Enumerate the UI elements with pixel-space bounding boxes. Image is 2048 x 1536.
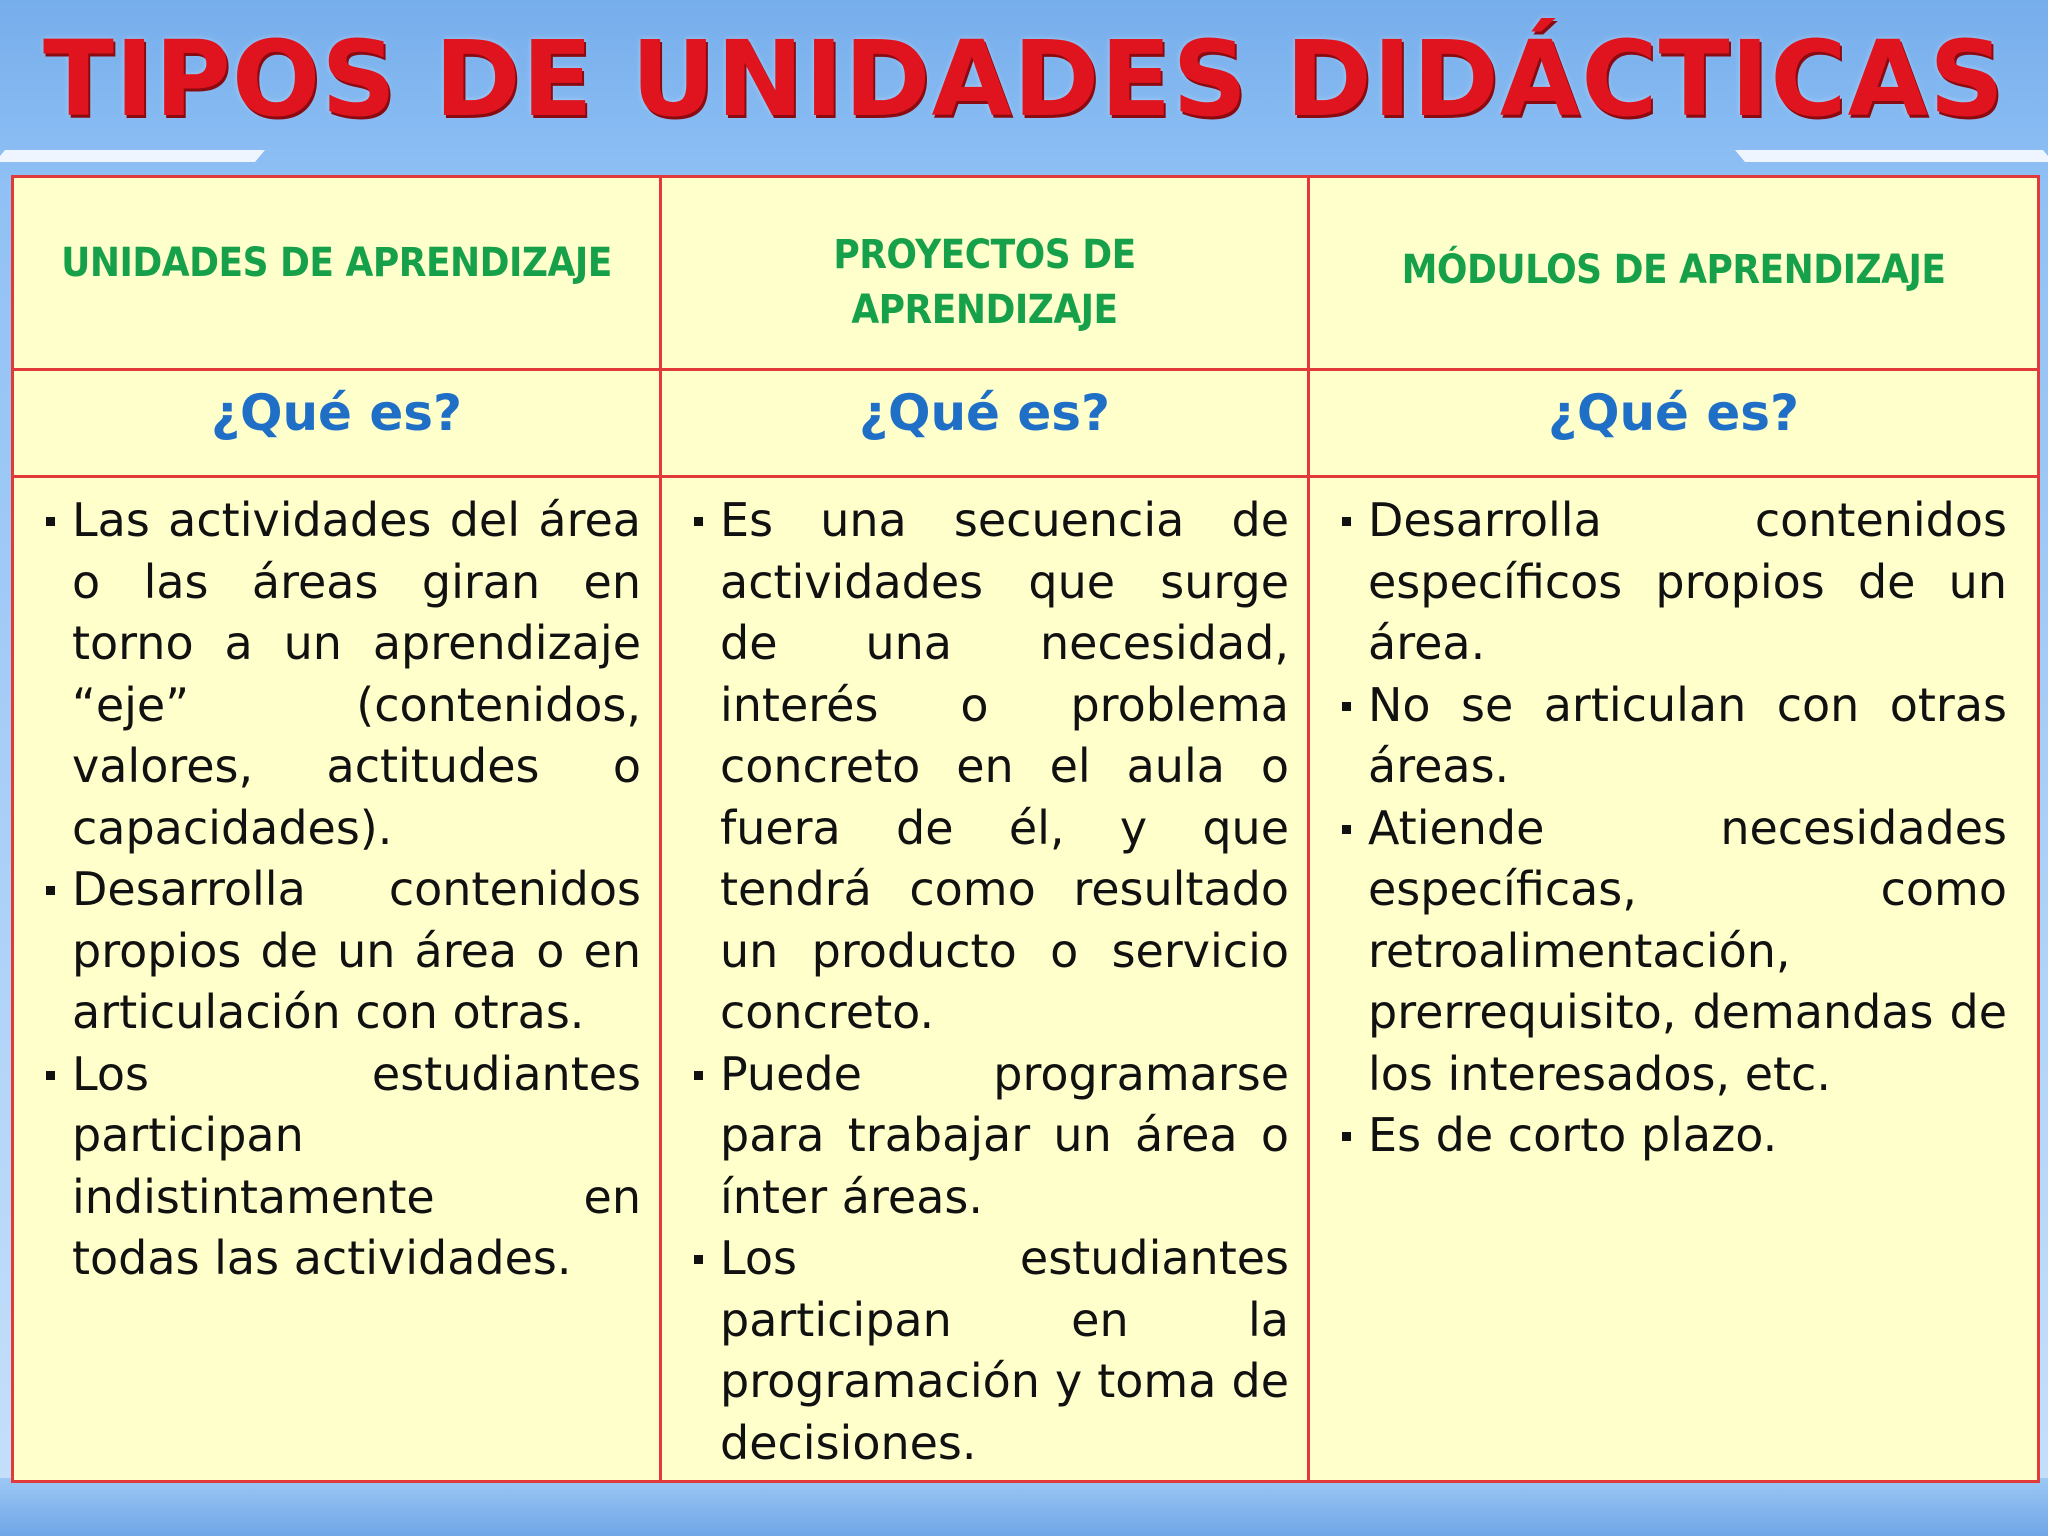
- list-item: Atiende necesidades específicas, como retroalimentación, prerrequisito, demandas de los interesados, etc.: [1330, 798, 2007, 1106]
- content-row: [13, 477, 2039, 1482]
- list-item: Desarrolla contenidos específicos propios de un área.: [1330, 490, 2007, 675]
- list-item: No se articulan con otras áreas.: [1330, 675, 2007, 798]
- header-cell-modulos: [1309, 177, 2039, 370]
- column-header: MÓDULOS DE APRENDIZAJE: [1401, 246, 1946, 293]
- list-item: Los estudiantes participan indistintamente en todas las actividades.: [34, 1044, 641, 1290]
- question-cell: [13, 370, 661, 477]
- header-row: [13, 177, 2039, 370]
- decorative-stripe-right: [1735, 150, 2048, 162]
- item-list: [1310, 478, 2037, 1167]
- question-label: ¿Qué es?: [858, 384, 1111, 442]
- list-item: Las actividades del área o las áreas giran en torno a un aprendizaje “eje” (contenidos, valores, actitudes o capacidades).: [34, 490, 641, 859]
- header-cell-unidades: [13, 177, 661, 370]
- content-cell-unidades: [13, 477, 661, 1482]
- page-title: TIPOS DE UNIDADES DIDÁCTICAS: [43, 18, 2005, 140]
- question-cell: [661, 370, 1309, 477]
- item-list: [14, 478, 659, 1290]
- list-item: Desarrolla contenidos propios de un área o en articulación con otras.: [34, 859, 641, 1044]
- list-item: Es una secuencia de actividades que surge de una necesidad, interés o problema concreto en el aula o fuera de él, y que tendrá como resultado un producto o servicio concreto.: [682, 490, 1289, 1044]
- question-label: ¿Qué es?: [1547, 384, 1800, 442]
- header-cell-proyectos: [661, 177, 1309, 370]
- item-list: [662, 478, 1307, 1474]
- content-cell-modulos: [1309, 477, 2039, 1482]
- list-item: Los estudiantes participan en la programación y toma de decisiones.: [682, 1228, 1289, 1474]
- footer-background: [0, 1478, 2048, 1536]
- list-item: Es de corto plazo.: [1330, 1105, 2007, 1167]
- question-row: [13, 370, 2039, 477]
- list-item: Puede programarse para trabajar un área o ínter áreas.: [682, 1044, 1289, 1229]
- comparison-table: [11, 175, 2040, 1483]
- decorative-stripe-left: [0, 150, 265, 162]
- column-header: PROYECTOS DE APRENDIZAJE: [833, 232, 1136, 333]
- question-cell: [1309, 370, 2039, 477]
- content-cell-proyectos: [661, 477, 1309, 1482]
- question-label: ¿Qué es?: [210, 384, 463, 442]
- column-header: UNIDADES DE APRENDIZAJE: [61, 239, 612, 286]
